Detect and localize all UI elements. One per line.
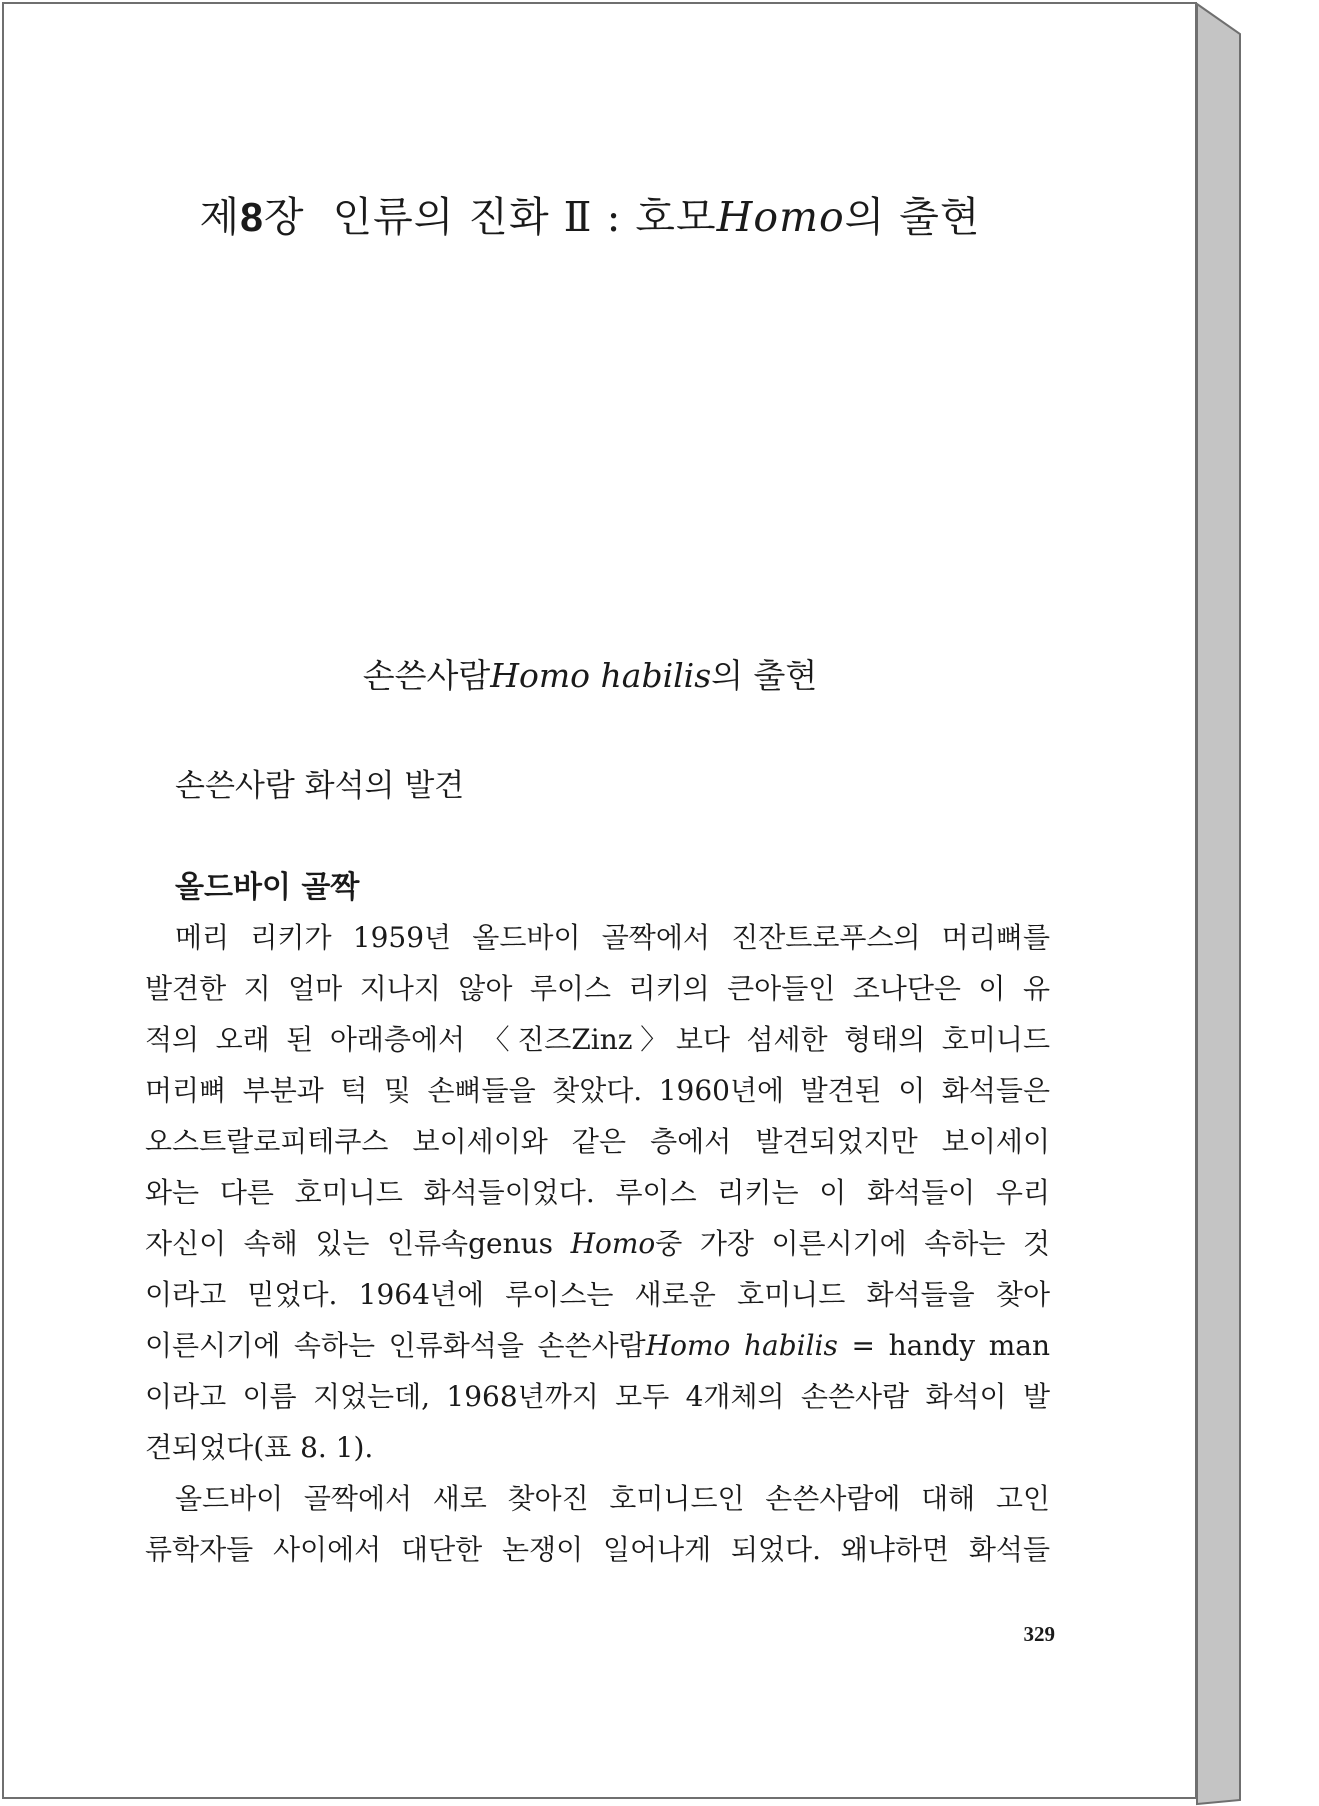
body-line: 발견한 지 얼마 지나지 않아 루이스 리키의 큰아들인 조나단은 이 유 (145, 972, 1050, 1005)
body-line-text: 자신이 속해 있는 인류속genus (145, 1227, 571, 1260)
genus-name-italic: Homo (570, 1227, 656, 1260)
body-line: 적의 오래 된 아래층에서 〈진즈Zinz〉보다 섬세한 형태의 호미니드 (145, 1023, 1050, 1056)
page-number: 329 (1023, 1622, 1055, 1646)
chapter-title (150, 184, 1030, 243)
body-line: 류학자들 사이에서 대단한 논쟁이 일어나게 되었다. 왜냐하면 화석들 (145, 1533, 1050, 1566)
body-line: 머리뼈 부분과 턱 및 손뼈들을 찾았다. 1960년에 발견된 이 화석들은 (145, 1074, 1050, 1107)
body-line: 올드바이 골짝에서 새로 찾아진 호미니드인 손쓴사람에 대해 고인 (175, 1482, 1050, 1515)
body-line: 견되었다(표 8. 1). (145, 1431, 374, 1464)
body-line (145, 1320, 1050, 1371)
chapter-number-suffix: 장 (263, 193, 305, 241)
sub-heading: 올드바이 골짝 (175, 870, 360, 905)
chapter-number-prefix: 제 (199, 193, 241, 241)
body-line: 오스트랄로피테쿠스 보이세이와 같은 층에서 발견되었지만 보이세이 (145, 1125, 1050, 1158)
chapter-number: 8 (240, 194, 264, 240)
body-line-text: 이른시기에 속하는 인류화석을 손쓴사람 (145, 1329, 646, 1362)
chapter-title-text: 인류의 진화 Ⅱ : 호모 (332, 193, 717, 241)
body-line (145, 1218, 1050, 1269)
body-text (145, 912, 1050, 1575)
section-title-text: 손쓴사람 (362, 656, 491, 695)
subsection-title: 손쓴사람 화석의 발견 (175, 768, 465, 804)
body-line-text: 중 가장 이른시기에 속하는 것 (655, 1227, 1050, 1260)
body-line: 와는 다른 호미니드 화석들이었다. 루이스 리키는 이 화석들이 우리 (145, 1176, 1050, 1209)
chapter-title-suffix: 의 출현 (844, 193, 981, 241)
body-line: 메리 리키가 1959년 올드바이 골짝에서 진잔트로푸스의 머리뼈를 (175, 921, 1050, 954)
species-name-italic: Homo habilis (645, 1329, 838, 1362)
chapter-title-italic: Homo (716, 193, 845, 241)
body-line: 이라고 이름 지었는데, 1968년까지 모두 4개체의 손쓴사람 화석이 발 (145, 1380, 1050, 1413)
body-line-text: = handy man (837, 1329, 1050, 1362)
section-title (150, 650, 1030, 697)
section-title-italic: Homo habilis (490, 656, 712, 695)
body-line: 이라고 믿었다. 1964년에 루이스는 새로운 호미니드 화석들을 찾아 (145, 1278, 1050, 1311)
section-title-suffix: 의 출현 (711, 656, 818, 695)
